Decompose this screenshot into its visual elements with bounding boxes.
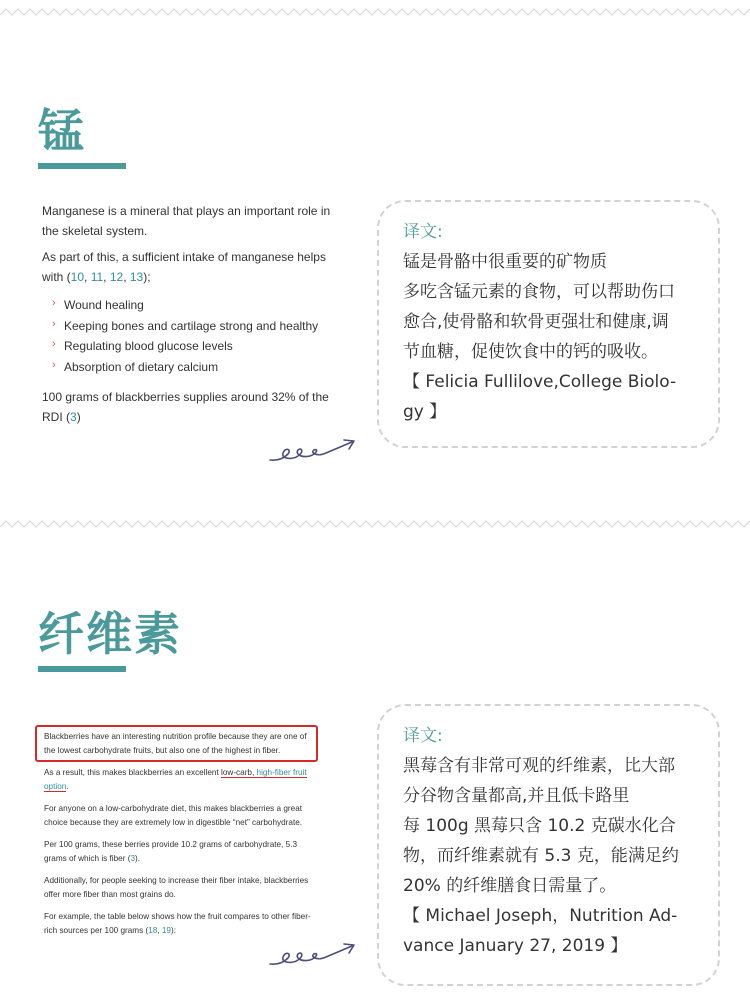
translation-line: 分谷物含量都高,并且低卡路里 — [403, 786, 630, 806]
chevron-right-icon: › — [52, 338, 56, 350]
ref-link[interactable]: 19 — [161, 925, 171, 935]
underlined-text: low-carb, — [221, 768, 257, 777]
chevron-right-icon: › — [52, 297, 56, 309]
section-title-manganese: 锰 — [38, 104, 86, 158]
translation-line: 每 100g 黑莓只含 10.2 克碳水化合 — [403, 816, 676, 836]
closing-paragraph: 100 grams of blackberries supplies around 32% of the RDI (3) — [42, 390, 329, 424]
title-underline — [38, 163, 126, 169]
ref-link[interactable]: 3 — [70, 410, 77, 424]
ref-link[interactable]: 11 — [90, 270, 104, 284]
translation-line: 愈合,使骨骼和软骨更强壮和健康,调 — [403, 312, 669, 332]
paragraph: As a result, this makes blackberries an excellent low-carb, high-fiber fruit option. — [44, 768, 307, 791]
manganese-source-excerpt — [42, 201, 332, 427]
ref-link[interactable]: 13 — [129, 270, 144, 284]
list-item: › Absorption of dietary calcium — [52, 357, 332, 378]
benefit-list — [52, 295, 332, 377]
ref-link[interactable]: 10 — [70, 270, 85, 284]
arrow-doodle-icon — [268, 940, 358, 970]
list-item: › Regulating blood glucose levels — [52, 336, 332, 357]
zigzag-divider-middle — [0, 518, 750, 530]
translation-label: 译文: — [403, 726, 443, 746]
arrow-doodle-icon — [268, 436, 358, 466]
intro-paragraph: Manganese is a mineral that plays an important role in the skeletal system. — [42, 204, 331, 238]
paragraph: For anyone on a low-carbohydrate diet, this makes blackberries a great choice because they are extremely low in digestible “net” carbohydrate. — [44, 804, 303, 827]
ref-link[interactable]: 18 — [148, 925, 158, 935]
translation-line: 黑莓含有非常可观的纤维素，比大部 — [403, 756, 675, 776]
translation-line: 【 Michael Joseph，Nutrition Ad- — [403, 906, 678, 926]
translation-line: 锰是骨骼中很重要的矿物质 — [403, 252, 607, 272]
section-title-fiber: 纤维素 — [38, 607, 182, 661]
paragraph: For example, the table below shows how the fruit compares to other fiber-rich sources per 100 grams (18, 19): — [44, 912, 311, 935]
translation-line: 多吃含锰元素的食物，可以帮助伤口 — [403, 282, 675, 302]
paragraph: Additionally, for people seeking to increase their fiber intake, blackberries offer more fiber than most grains do. — [44, 876, 309, 899]
translation-line: 物，而纤维素就有 5.3 克，能满足约 — [403, 846, 679, 866]
ref-link[interactable]: 12 — [109, 270, 124, 284]
chevron-right-icon: › — [52, 358, 56, 371]
translation-line: 20% 的纤维膳食日需量了。 — [403, 876, 617, 896]
chevron-right-icon: › — [52, 317, 56, 330]
translation-line: vance January 27, 2019 】 — [403, 936, 628, 956]
translation-line: 【 Felicia Fullilove,College Biolo- — [403, 372, 677, 392]
ref-link[interactable]: 3 — [130, 853, 136, 863]
translation-label: 译文: — [403, 222, 443, 242]
paragraph: Per 100 grams, these berries provide 10.2 grams of carbohydrate, 5.3 grams of which is fiber (3). — [44, 840, 298, 863]
fiber-source-excerpt — [44, 730, 314, 946]
fiber-option-link[interactable]: high-fiber fruit option — [44, 768, 307, 791]
zigzag-divider-top — [0, 6, 750, 18]
list-item: › Wound healing — [52, 295, 332, 316]
list-item: › Keeping bones and cartilage strong and healthy — [52, 316, 332, 337]
translation-bubble — [377, 704, 720, 986]
support-paragraph: As part of this, a sufficient intake of manganese helps with (10, 11, 12, 13); — [42, 250, 326, 284]
title-underline — [38, 666, 126, 672]
paragraph: Blackberries have an interesting nutrition profile because they are one of the lowest carbohydrate fruits, but also one of the highest in fiber. — [44, 732, 307, 755]
translation-bubble — [377, 200, 720, 448]
translation-line: 节血糖，促使饮食中的钙的吸收。 — [403, 342, 658, 362]
translation-line: gy 】 — [403, 402, 447, 422]
